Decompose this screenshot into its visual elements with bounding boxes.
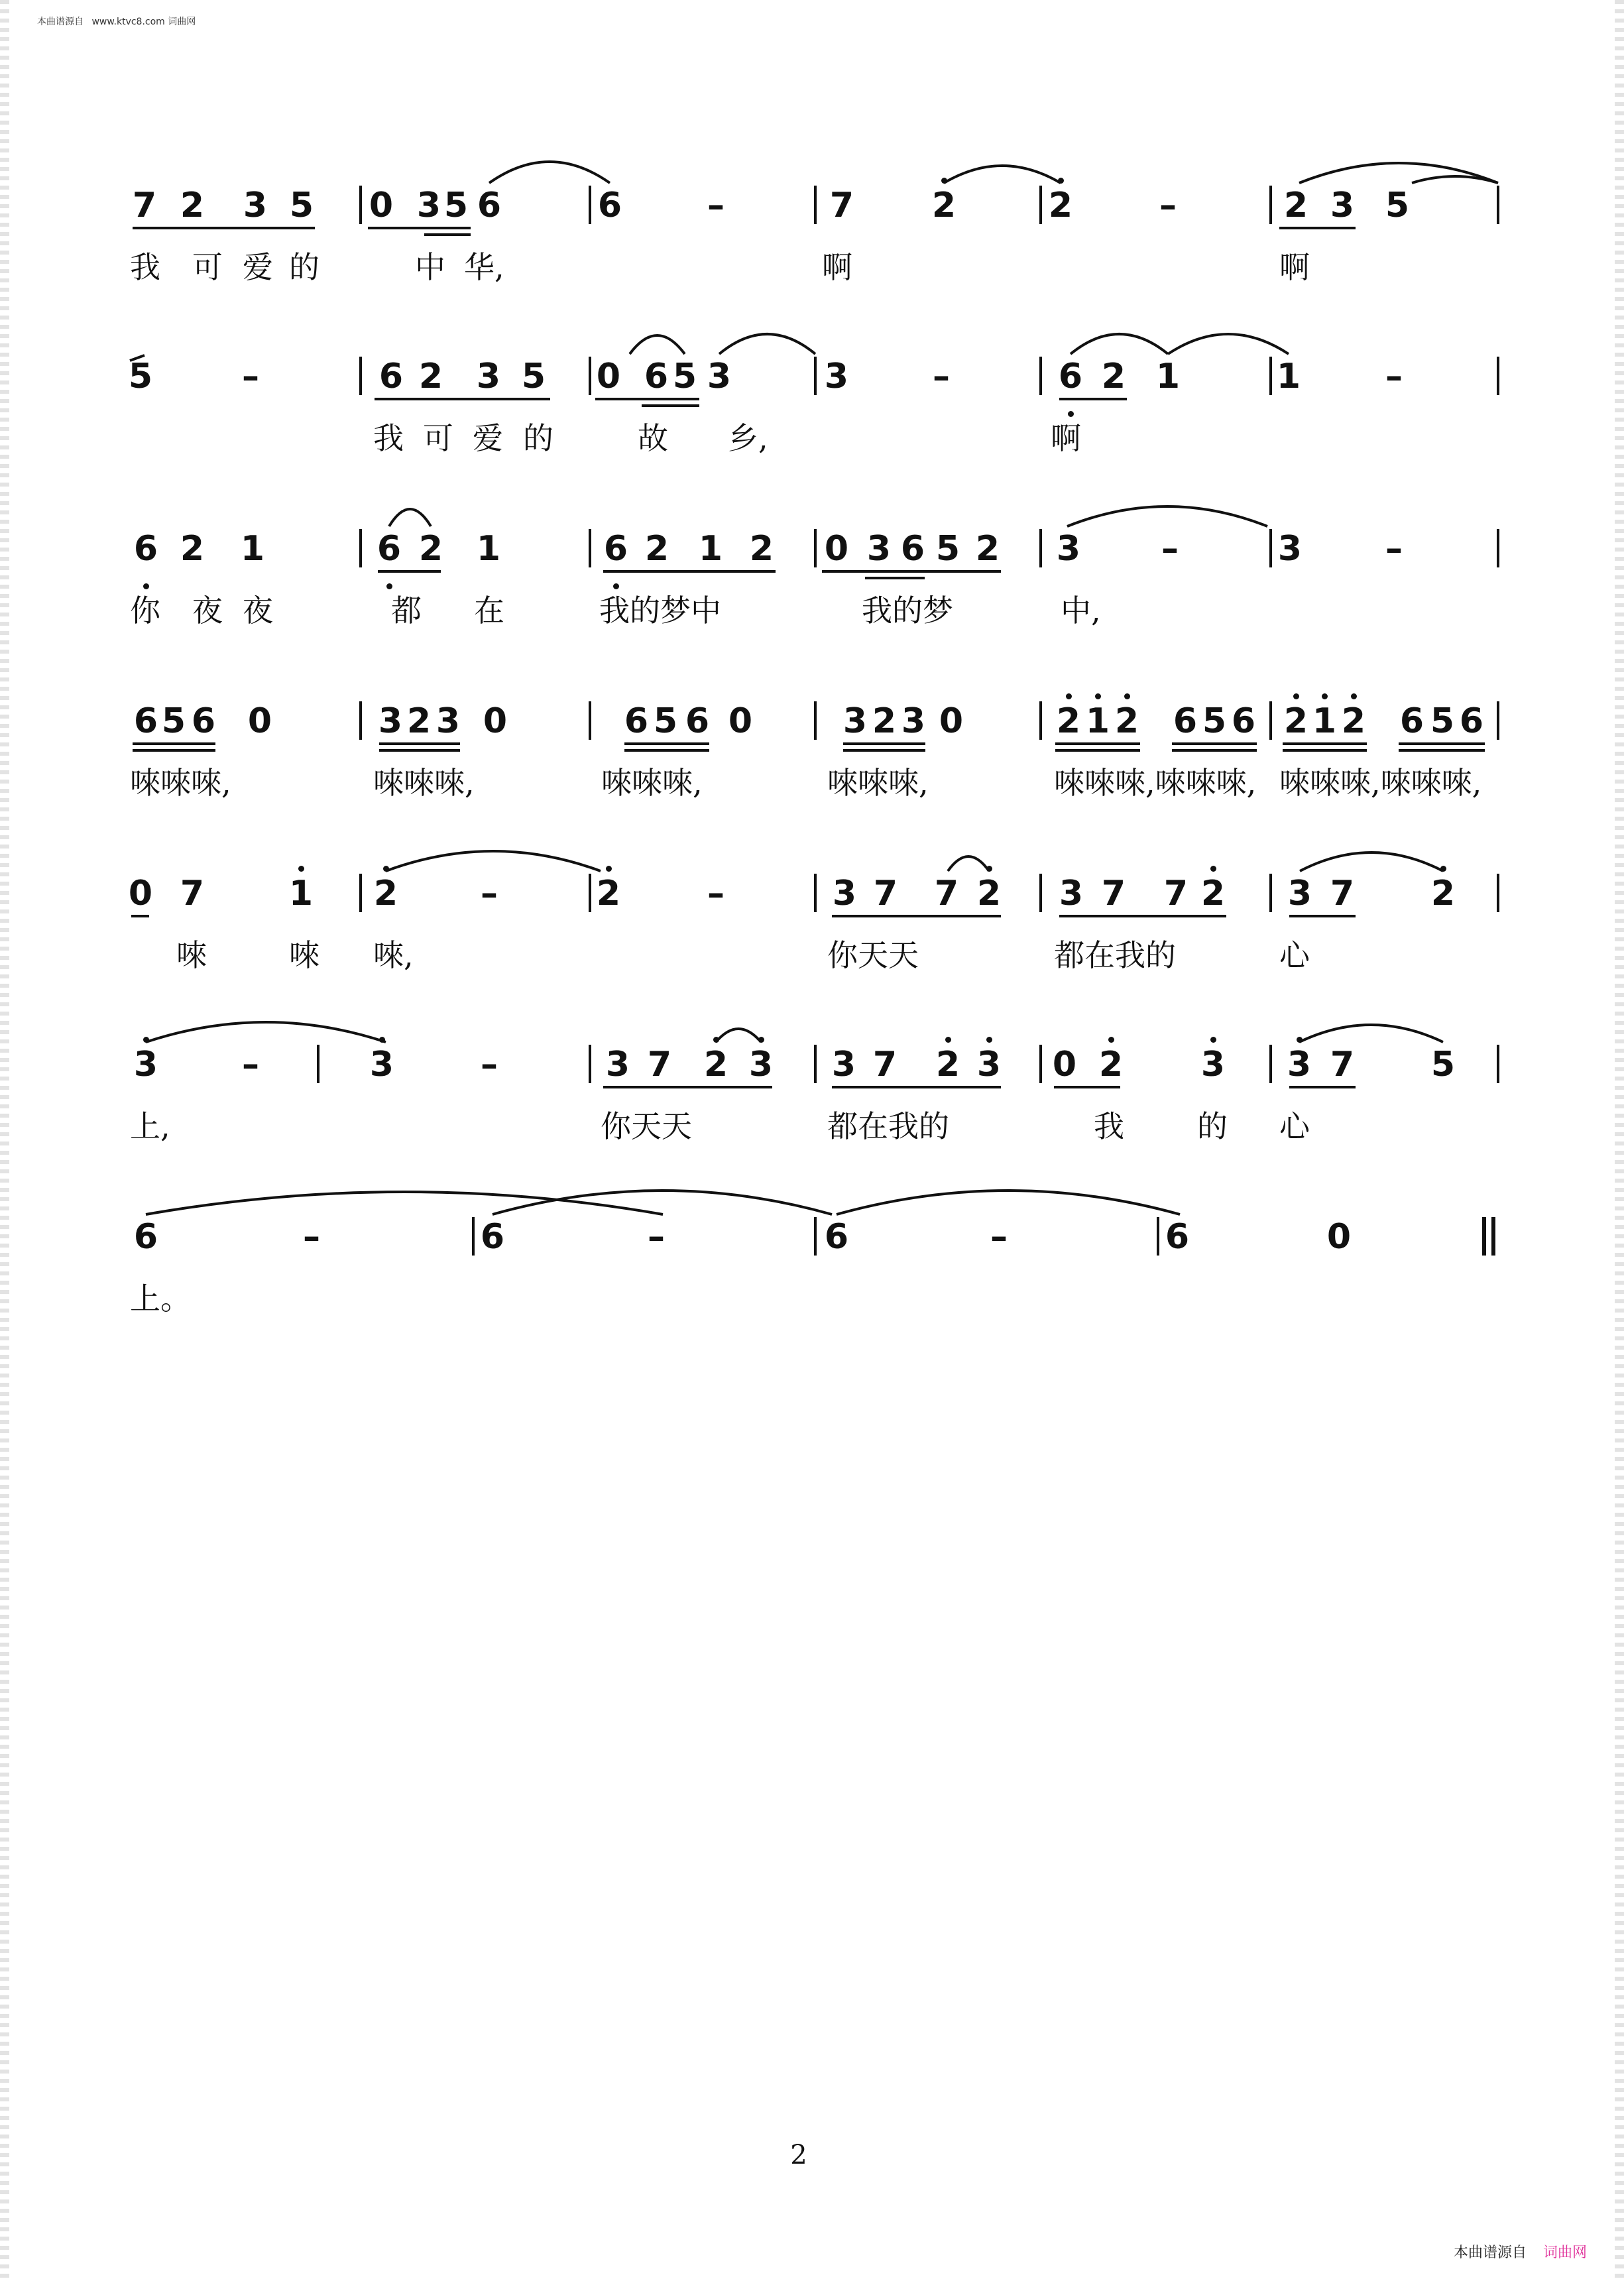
lyric-syllable: 我 [1094,1108,1124,1144]
note: – [242,1045,259,1084]
note: 2 [872,701,897,741]
lyric-syllable: 上, [130,1108,170,1144]
note: 6 [900,529,925,569]
note: 0 [128,874,153,913]
note: 2 [418,529,443,569]
note: 5 [1430,701,1455,741]
note: 6 [597,186,622,225]
underline [1399,742,1485,745]
note: 2 [703,1045,728,1084]
note: 5 [289,186,314,225]
barline [1497,1045,1499,1083]
lyric-syllable: 乡, [728,420,768,456]
note: 2 [1283,186,1308,225]
note: 3 [748,1045,774,1084]
octave-dot-above [1058,178,1064,184]
note: 2 [749,529,774,569]
underline [368,227,471,229]
note: 5 [161,701,186,741]
note: 3 [435,701,461,741]
underline [1172,742,1257,745]
octave-dot-above [1066,693,1072,699]
header-source-site: www.ktvc8.com 词曲网 [91,17,196,27]
barline [1269,874,1272,912]
lyric-syllable: 都在我的 [1054,937,1176,973]
underline [133,227,315,229]
note: 6 [685,701,710,741]
lyric-syllable: 华, [464,249,504,285]
octave-dot-above [1124,693,1130,699]
note: 5 [935,529,960,569]
note: 0 [1326,1217,1352,1257]
note: 7 [1163,874,1189,913]
octave-dot-above [1351,693,1357,699]
barline [814,529,817,567]
note: 7 [829,186,854,225]
note: – [303,1217,320,1257]
underline [1054,1086,1120,1088]
note: 1 [698,529,723,569]
lyric-syllable: 中, [1061,593,1101,628]
underline [832,1086,1001,1088]
octave-dot-above [143,1037,149,1043]
note: 7 [873,874,898,913]
barline [1039,529,1042,567]
double-underline [642,404,699,407]
note: 5 [1385,186,1410,225]
barline [1269,529,1272,567]
note: 6 [133,1217,158,1257]
underline [1059,398,1127,400]
barline [359,357,362,395]
note: 2 [1430,874,1456,913]
note: 6 [624,701,649,741]
note: 5 [672,357,697,396]
note: – [990,1217,1008,1257]
note: – [648,1217,665,1257]
note: 6 [378,357,404,396]
note: 7 [934,874,959,913]
note: 2 [180,186,205,225]
note: 1 [1085,701,1110,741]
note: – [933,357,950,396]
lyric-syllable: 都在我的 [827,1108,949,1144]
note: 0 [728,701,753,741]
note: 2 [1341,701,1366,741]
lyric-syllable: 你 [130,593,160,628]
double-underline [865,577,925,579]
note: 5 [1430,1045,1456,1084]
note: 7 [1101,874,1126,913]
underline [1059,915,1226,917]
octave-dot-above [1210,1037,1216,1043]
barline [1269,1045,1272,1083]
octave-dot-above [383,866,389,872]
underline [1279,227,1356,229]
lyric-syllable: 你天天 [601,1108,692,1144]
octave-dot-below [1068,411,1074,417]
barline [1497,701,1499,740]
octave-dot-above [1095,693,1101,699]
note: 3 [369,1045,394,1084]
underline [375,398,550,400]
note: – [1385,529,1403,569]
note: 2 [1048,186,1073,225]
double-underline [1172,749,1257,752]
octave-dot-above [713,1037,719,1043]
note: 3 [866,529,892,569]
note: 0 [939,701,964,741]
note: – [707,186,725,225]
lyric-syllable: 唻唻唻, [373,765,475,801]
note: 2 [931,186,957,225]
octave-dot-above [1322,693,1328,699]
note: 5 [521,357,546,396]
note: 3 [1287,874,1312,913]
octave-dot-above [986,1037,992,1043]
underline [1283,742,1367,745]
underline [832,915,1001,917]
lyric-syllable: 我的梦 [862,593,953,628]
note: 2 [180,529,205,569]
note: 3 [476,357,501,396]
underline [1289,915,1356,917]
double-underline [1283,749,1367,752]
note: 6 [824,1217,849,1257]
note: 3 [416,186,441,225]
lyric-syllable: 唻唻唻,唻唻唻, [1054,765,1257,801]
lyric-syllable: 爱 [473,420,503,456]
note: 1 [288,874,314,913]
note: 2 [975,529,1000,569]
note: 2 [1056,701,1081,741]
underline [379,742,460,745]
note: – [481,1045,498,1084]
underline [843,742,925,745]
barline [1497,529,1499,567]
lyric-syllable: 唻唻唻,唻唻唻, [1279,765,1482,801]
note: 0 [369,186,394,225]
barline [814,1045,817,1083]
note: 6 [480,1217,505,1257]
note: 3 [1287,1045,1312,1084]
barline [589,186,591,224]
final-barline [1482,1217,1486,1256]
note: 6 [1173,701,1198,741]
note: – [481,874,498,913]
note: 3 [378,701,403,741]
note: 5 [653,701,678,741]
note: 2 [976,874,1002,913]
note: 2 [406,701,432,741]
lyric-syllable: 唻 [176,937,207,973]
barline [1497,357,1499,395]
note: 3 [901,701,926,741]
underline [603,1086,772,1088]
note: 6 [191,701,216,741]
barline [359,874,362,912]
note: 3 [842,701,868,741]
underline [131,915,149,917]
octave-dot-above [298,866,304,872]
note: 5 [443,186,469,225]
note: 3 [605,1045,630,1084]
note: 6 [603,529,628,569]
double-underline [624,749,709,752]
barline [589,874,591,912]
barline [1039,186,1042,224]
barline [1039,1045,1042,1083]
double-underline [1055,749,1140,752]
lyric-syllable: 爱 [243,249,273,285]
lyric-syllable: 的 [1197,1108,1228,1144]
note: – [1159,186,1177,225]
note: 3 [707,357,732,396]
barline [814,874,817,912]
underline [1289,1086,1356,1088]
barline [1039,874,1042,912]
footer-source-note [1454,2241,1587,2262]
lyric-syllable: 都 [391,593,422,628]
note: 7 [647,1045,672,1084]
barline [1039,701,1042,740]
barline [1497,186,1499,224]
lyric-syllable: 夜 [243,593,273,628]
note: 3 [243,186,268,225]
octave-dot-below [143,583,149,589]
note: 1 [1312,701,1337,741]
note: 6 [133,529,158,569]
double-underline [379,749,460,752]
octave-dot-above [945,1037,951,1043]
note: 7 [1330,874,1355,913]
lyric-syllable: 中 [415,249,445,285]
barline [1269,701,1272,740]
lyric-syllable: 的 [289,249,319,285]
note: 1 [1276,357,1301,396]
note: 7 [132,186,157,225]
note: 6 [1231,701,1256,741]
note: 6 [1165,1217,1190,1257]
note: 0 [1052,1045,1077,1084]
note: 7 [872,1045,898,1084]
note: 6 [1459,701,1484,741]
barline [359,529,362,567]
barline [814,701,817,740]
note: 6 [1399,701,1424,741]
note: 1 [476,529,501,569]
double-underline [1399,749,1485,752]
barline [1269,357,1272,395]
octave-dot-above [379,1037,385,1043]
note: 3 [1277,529,1303,569]
note: 3 [832,874,857,913]
note: 2 [1283,701,1308,741]
barline [359,186,362,224]
octave-dot-above [1108,1037,1114,1043]
footer-source-text: 本曲谱源自 [1453,2245,1527,2261]
barline [1269,186,1272,224]
barline [317,1045,319,1083]
lyric-syllable: 的 [523,420,553,456]
underline [133,742,215,745]
note: 6 [477,186,502,225]
note: 1 [1155,357,1181,396]
note: 3 [831,1045,856,1084]
note: 6 [644,357,669,396]
lyric-syllable: 啊 [1279,249,1310,285]
lyric-syllable: 你天天 [827,937,919,973]
lyric-syllable: 啊 [1051,420,1081,456]
octave-dot-above [1293,693,1299,699]
lyric-syllable: 啊 [822,249,852,285]
barline [589,1045,591,1083]
lyric-syllable: 唻唻唻, [601,765,703,801]
underline [378,570,441,573]
octave-dot-above [1297,1037,1303,1043]
note: 2 [373,874,398,913]
note: 3 [1200,1045,1226,1084]
lyric-syllable: 唻唻唻, [130,765,231,801]
note: 2 [596,874,621,913]
double-underline [843,749,925,752]
note: – [1385,357,1403,396]
barline [1157,1217,1159,1256]
lyric-syllable: 夜 [192,593,223,628]
octave-dot-above [941,178,947,184]
final-barline [1491,1217,1495,1256]
footer-source-brand: 词曲网 [1542,2245,1587,2261]
note: 5 [128,357,153,396]
lyric-syllable: 我的梦中 [599,593,721,628]
double-underline [133,749,215,752]
note: 2 [1098,1045,1124,1084]
note: 0 [247,701,272,741]
lyric-syllable: 在 [474,593,504,628]
note: 7 [180,874,205,913]
note: 1 [240,529,265,569]
header-source-text: 本曲谱源自 [37,17,84,27]
underline [603,570,776,573]
barline [472,1217,475,1256]
barline [1039,357,1042,395]
underline [1055,742,1140,745]
lyric-syllable: 故 [638,420,668,456]
octave-dot-above [1210,866,1216,872]
octave-dot-above [606,866,612,872]
lyric-syllable: 唻唻唻, [827,765,929,801]
lyric-syllable: 唻 [289,937,319,973]
note: – [1161,529,1179,569]
octave-dot-below [613,583,619,589]
barline [589,357,591,395]
note: 2 [935,1045,960,1084]
octave-dot-below [386,583,392,589]
page-number: 2 [790,2140,807,2170]
note: 3 [133,1045,158,1084]
barline [359,701,362,740]
note: 5 [1202,701,1227,741]
note: 7 [1330,1045,1355,1084]
lyric-syllable: 我 [373,420,404,456]
barline [814,1217,817,1256]
note: 6 [1058,357,1083,396]
note: 3 [824,357,849,396]
lyric-syllable: 我 [130,249,160,285]
barline [1497,874,1499,912]
lyric-syllable: 心 [1279,1108,1310,1144]
note: 3 [1059,874,1084,913]
note: 0 [483,701,508,741]
barline [814,186,817,224]
octave-dot-above [1440,866,1446,872]
barline [589,701,591,740]
octave-dot-above [986,866,992,872]
note: 3 [976,1045,1002,1084]
note: 6 [377,529,402,569]
note: 3 [1330,186,1355,225]
lyric-syllable: 可 [192,249,223,285]
lyric-syllable: 上。 [130,1281,191,1317]
barline [589,529,591,567]
double-underline [424,233,471,236]
note: 2 [644,529,669,569]
note: 0 [596,357,621,396]
underline [595,398,699,400]
lyric-syllable: 唻, [373,937,414,973]
underline [822,570,1001,573]
note: 2 [1114,701,1139,741]
octave-dot-above [758,1037,764,1043]
note: 2 [1101,357,1126,396]
note: 2 [1200,874,1226,913]
note: 6 [133,701,158,741]
note: 0 [824,529,849,569]
note: 3 [1056,529,1081,569]
note: – [707,874,725,913]
note: 2 [418,357,443,396]
lyric-syllable: 可 [423,420,453,456]
lyric-syllable: 心 [1279,937,1310,973]
underline [624,742,709,745]
barline [814,357,817,395]
note: – [242,357,259,396]
